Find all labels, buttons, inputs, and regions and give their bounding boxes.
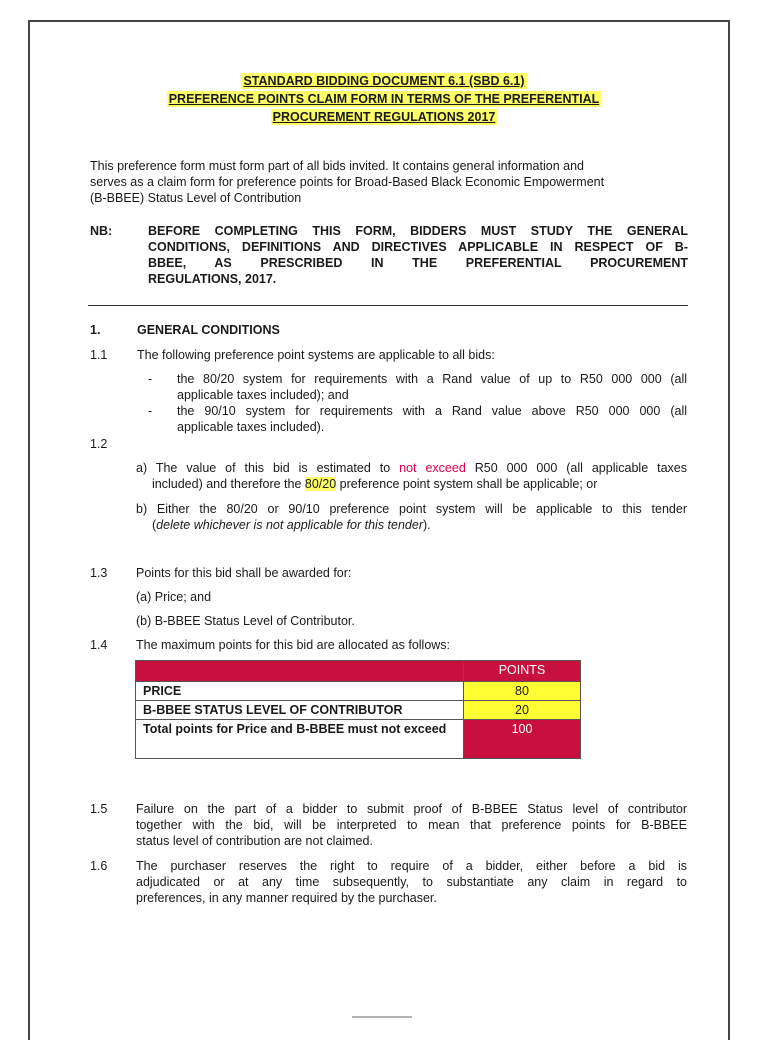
intro-line-2: serves as a claim form for preference points for Broad-Based Black Economic Empowerment [90,175,605,189]
nb-line-3: BBEE, AS PRESCRIBED IN THE PREFERENTIAL PROCUREMENT [148,256,688,270]
bullet-90-10-line-1: the 90/10 system for requirements with a Rand value above R50 000 000 (all [177,404,687,418]
clause-1-2-b [136,501,687,533]
bullet-dash-icon: - [148,372,153,386]
section-heading: GENERAL CONDITIONS [137,323,280,337]
row-label: B-BBEE STATUS LEVEL OF CONTRIBUTOR [136,701,464,720]
not-exceed-text: not exceed [399,461,466,475]
nb-line-2: CONDITIONS, DEFINITIONS AND DIRECTIVES APPLICABLE IN RESPECT OF B- [148,240,688,254]
award-item-bbbee: (b) B-BBEE Status Level of Contributor. [136,614,355,628]
clause-1-4-text: The maximum points for this bid are allocated as follows: [136,638,451,652]
document-title [0,72,768,126]
row-points: 20 [464,701,581,720]
clause-1-5-text [136,801,687,849]
points-table [135,660,581,759]
clause-1-2-b-line-1: b) Either the 80/20 or 90/10 preference point system will be applicable to this tender [136,502,687,516]
title-line-1: STANDARD BIDDING DOCUMENT 6.1 (SBD 6.1) [243,74,525,88]
nb-notice [148,223,688,287]
clause-1-1-number: 1.1 [90,348,108,362]
row-points: 80 [464,682,581,701]
table-header-blank [136,661,464,682]
clause-1-5-number: 1.5 [90,802,108,816]
clause-1-6-line-1: The purchaser reserves the right to require of a bidder, either before a bid is [136,859,687,873]
intro-line-3: (B-BBEE) Status Level of Contribution [90,191,302,205]
table-header-row [136,661,581,682]
clause-1-2-a-line-2: included) and therefore the 80/20 preference point system shall be applicable; or [152,477,598,491]
bullet-dash-icon: - [148,404,153,418]
nb-line-4: REGULATIONS, 2017. [148,272,277,286]
nb-label: NB: [90,224,113,238]
clause-1-5-line-1: Failure on the part of a bidder to submit proof of B-BBEE Status level of contributor [136,802,687,816]
bullet-90-10 [177,403,687,435]
table-row [136,701,581,720]
bullet-80-20 [177,371,687,403]
section-number: 1. [90,323,101,337]
table-header-points: POINTS [464,661,581,682]
table-row [136,682,581,701]
row-label: Total points for Price and B-BBEE must not exceed [136,720,464,759]
title-line-2: PREFERENCE POINTS CLAIM FORM IN TERMS OF THE PREFERENTIAL [168,92,600,106]
clause-1-1-text: The following preference point systems are applicable to all bids: [137,348,495,362]
award-item-price: (a) Price; and [136,590,212,604]
row-label: PRICE [136,682,464,701]
clause-1-3-number: 1.3 [90,566,108,580]
clause-1-6-line-3: preferences, in any manner required by the purchaser. [136,891,437,905]
nb-line-1: BEFORE COMPLETING THIS FORM, BIDDERS MUST STUDY THE GENERAL [148,224,688,238]
page-footer-mark [352,1016,412,1026]
clause-1-6-number: 1.6 [90,859,108,873]
title-line-3: PROCUREMENT REGULATIONS 2017 [272,110,496,124]
clause-1-2-number: 1.2 [90,437,108,451]
intro-line-1: This preference form must form part of all bids invited. It contains general information and [90,159,584,173]
bullet-80-20-line-2: applicable taxes included); and [177,388,349,402]
clause-1-6-text [136,858,687,906]
intro-paragraph [90,158,690,206]
table-row [136,720,581,759]
clause-1-6-line-2: adjudicated or at any time subsequently, to substantiate any claim in regard to [136,875,687,889]
clause-1-2-a-line-1: a) The value of this bid is estimated to not exceed R50 000 000 (all applicable taxes [136,461,687,475]
divider-rule [88,305,688,306]
clause-1-5-line-2: together with the bid, will be interpreted to mean that preference points for B-BBEE [136,818,687,832]
clause-1-5-line-3: status level of contribution are not claimed. [136,834,373,848]
clause-1-2-b-line-2: (delete whichever is not applicable for this tender). [152,518,431,532]
clause-1-3-text: Points for this bid shall be awarded for: [136,566,352,580]
bullet-90-10-line-2: applicable taxes included). [177,420,325,434]
clause-1-2-a [136,460,687,492]
clause-1-4-number: 1.4 [90,638,108,652]
row-points: 100 [464,720,581,759]
highlight-80-20: 80/20 [304,477,337,491]
bullet-80-20-line-1: the 80/20 system for requirements with a Rand value of up to R50 000 000 (all [177,372,687,386]
